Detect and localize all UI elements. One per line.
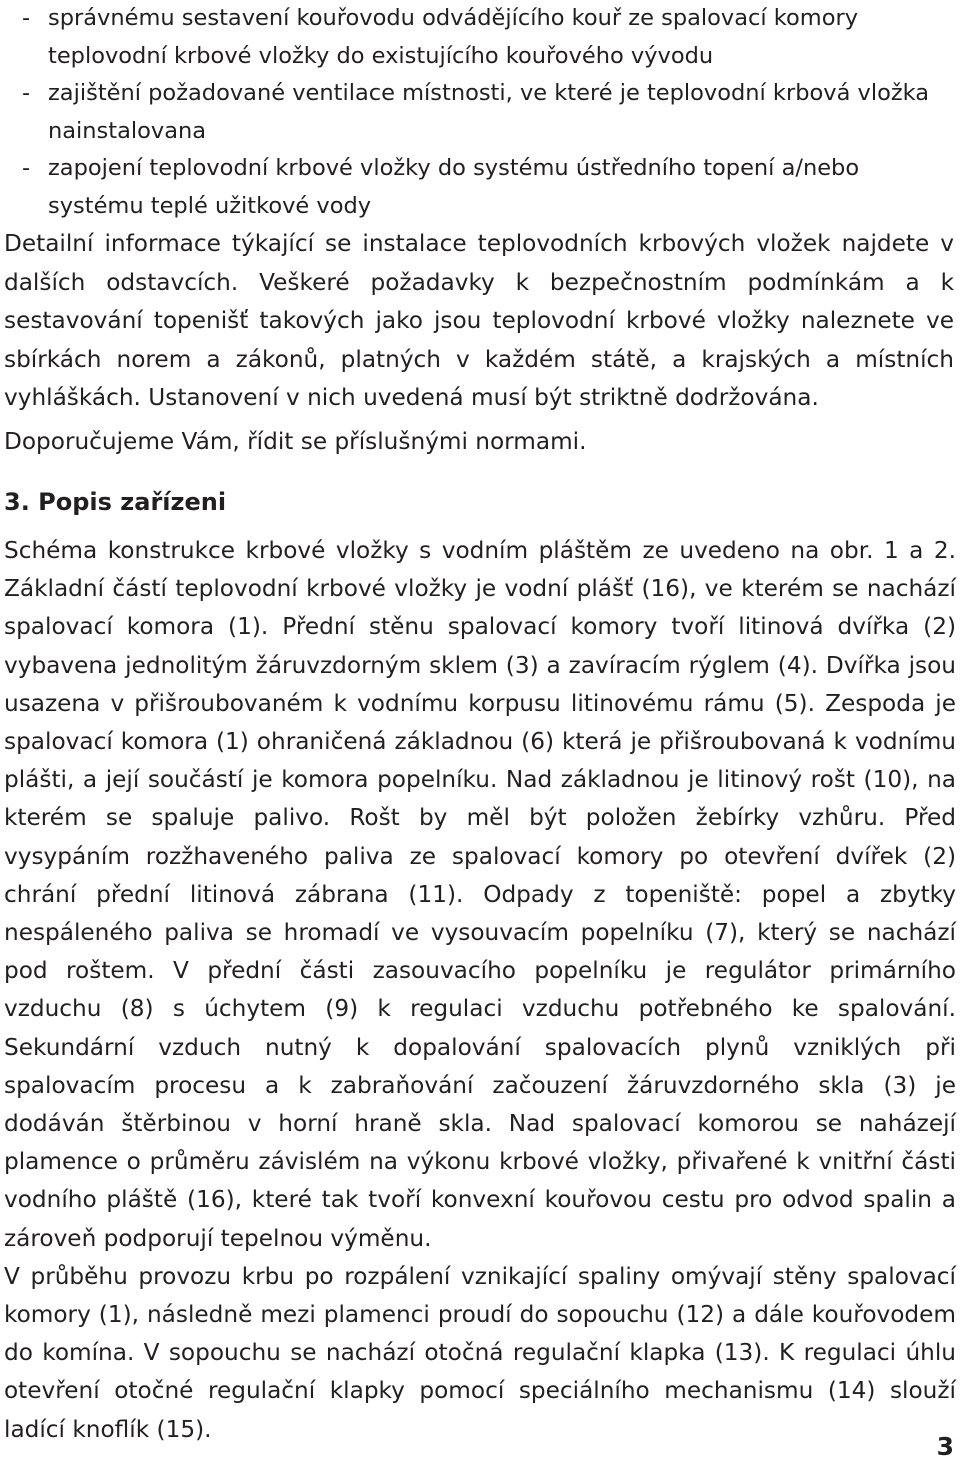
list-item [0, 150, 960, 225]
intro-paragraph: Detailní informace týkající se instalace teplovodních krbových vložek najdete v dalších odstavcích. Veškeré požadavky k bezpečnostním podmínkám a k sestavování topenišť takových jako jsou teplovodní krbové vložky naleznete ve sbírkách norem a zákonů, platných v každém státě, a krajských a místních vyhláškách. Ustanovení v nich uvedená musí být striktně dodržována. [4, 230, 954, 411]
list-item-text: zajištění požadované ventilace místnosti, ve které je teplovodní krbová vložka nainstalovana [48, 80, 930, 144]
section-body [4, 532, 956, 1449]
list-item-text: zapojení teplovodní krbové vložky do systému ústředního topení a/nebo systému teplé užitkové vody [48, 155, 860, 219]
operation-paragraph: V průběhu provozu krbu po rozpálení vznikající spaliny omývají stěny spalovací komory (1), následně mezi plamenci proudí do sopouchu (12) a dále kouřovodem do komína. V sopouchu se nachází otočná regulační klapka (13). K regulaci úhlu otevření otočné regulační klapky pomocí speciálního mechanismu (14) slouží ladící knoflík (15). [4, 1262, 956, 1443]
list-dash: - [22, 80, 31, 106]
section-heading: 3. Popis zařízeni [4, 488, 227, 516]
list-dash: - [22, 5, 31, 31]
list-dash: - [22, 155, 31, 181]
list-item [0, 0, 960, 75]
list-item-text: správnému sestavení kouřovodu odvádějícího kouř ze spalovací komory teplovodní krbové vložky do existujícího kouřového vývodu [48, 5, 859, 69]
recommendation-text: Doporučujeme Vám, řídit se příslušnými normami. [4, 428, 587, 455]
list-item [0, 75, 960, 150]
installation-requirements-list [0, 0, 960, 225]
description-paragraph: Schéma konstrukce krbové vložky s vodním pláštěm ze uvedeno na obr. 1 a 2. Základní částí teplovodní krbové vložky je vodní plášť (16), ve kterém se nachází spalovací komora (1). Přední stěnu spalovací komory tvoří litinová dvířka (2) vybavena jednolitým žáruvzdorným sklem (3) a zavíracím rýglem (4). Dvířka jsou usazena v přišroubovaném k vodnímu korpusu litinovému rámu (5). Zespoda je spalovací komora (1) ohraničená základnou (6) která je přišroubovaná k vodnímu plášti, a její součástí je komora popelníku. Nad základnou je litinový rošt (10), na kterém se spaluje palivo. Rošt by měl být položen žebírky vzhůru. Před vysypáním rozžhaveného paliva ze spalovací komory po otevření dvířek (2) chrání přední litinová zábrana (11). Odpady z topeniště: popel a zbytky nespáleného paliva se hromadí ve vysouvacím popelníku (7), který se nachází pod roštem. V přední části zasouvacího popelníku je regulátor primárního vzduchu (8) s úchytem (9) k regulaci vzduchu potřebného ke spalování. Sekundární vzduch nutný k dopalování spalovacích plynů vzniklých při spalovacím procesu a k zabraňování začouzení žáruvzdorného skla (3) je dodáván štěrbinou v horní hraně skla. Nad spalovací komorou se naházejí plamence o průměru závislém na výkonu krbové vložky, přivařené k vnitřní části vodního pláště (16), které tak tvoří konvexní kouřovou cestu pro odvod spalin a zároveň podporují tepelnou výměnu. [4, 537, 956, 1252]
page-number: 3 [936, 1432, 954, 1461]
